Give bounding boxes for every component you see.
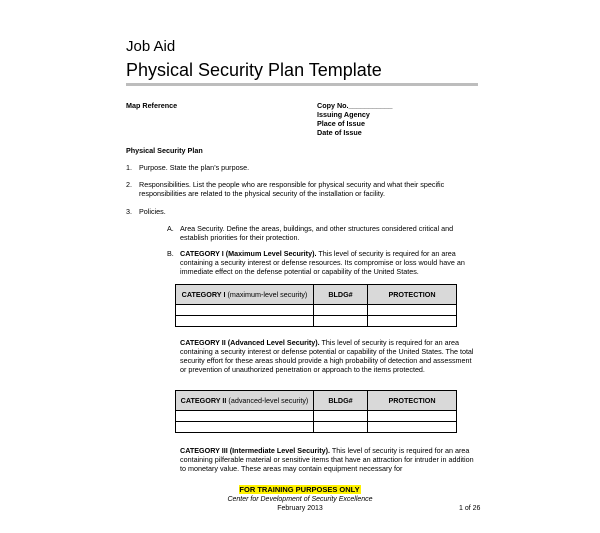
bldg-header-cell: BLDG# <box>314 285 368 305</box>
table-row <box>176 305 457 316</box>
list-item-text: Policies. <box>139 207 166 216</box>
table-row <box>176 411 457 422</box>
table-row <box>176 316 457 327</box>
plan-heading: Physical Security Plan <box>126 146 203 155</box>
category-ii-description: This level of security is required for an area containing a security interest or defense potential or capability of the United States. The total security effort for these areas should provide a high probability of detection and assessment or prevention of unauthorized penetration or approach to the items protected. <box>180 338 474 374</box>
category-iii-lead: CATEGORY III (Intermediate Level Security). <box>180 446 331 455</box>
issue-metadata <box>317 101 393 137</box>
footer-date: February 2013 <box>277 505 323 512</box>
category-i-table <box>175 284 457 327</box>
category-ii-paragraph <box>180 338 478 374</box>
date-of-issue-label: Date of Issue <box>317 128 362 137</box>
footer-organization: Center for Development of Security Excellence <box>227 496 373 503</box>
document-title: Physical Security Plan Template <box>126 60 382 80</box>
list-item-text: Purpose. State the plan’s purpose. <box>139 163 250 172</box>
category-iii-description: This level of security is required for an area containing pilferable material or sensitive items that have an attraction for intruder in addition to monetary value. These areas may contain equipment necessary for <box>180 446 474 473</box>
list-item-number: 3. <box>126 207 132 216</box>
sub-item-text <box>180 249 477 276</box>
category-i-header-cell: CATEGORY I (maximum-level security) <box>176 285 314 305</box>
place-of-issue-label: Place of Issue <box>317 119 365 128</box>
list-item-number: 1. <box>126 163 132 172</box>
sub-item-letter: A. <box>167 224 174 233</box>
job-aid-label: Job Aid <box>126 38 176 55</box>
copy-number-label: Copy No.___________ <box>317 101 393 110</box>
list-item-number: 2. <box>126 180 132 189</box>
training-notice <box>0 485 600 494</box>
category-ii-table <box>175 390 457 433</box>
category-i-description: This level of security is required for an area containing a security interest or defense resources. Its compromise or loss would have an immediate effect on the defense potential or capability of the United States. <box>180 249 465 276</box>
category-iii-paragraph <box>180 446 478 473</box>
training-notice-text: FOR TRAINING PURPOSES ONLY <box>239 485 360 494</box>
list-item-text: Responsibilities. List the people who are responsible for physical security and what their specific responsibilities are related to the physical security of the installation or facility. <box>139 180 445 198</box>
sub-item-letter: B. <box>167 249 174 258</box>
table-row <box>176 422 457 433</box>
category-ii-lead: CATEGORY II (Advanced Level Security). <box>180 338 320 347</box>
bldg-header-cell: BLDG# <box>314 391 368 411</box>
page-number: 1 of 26 <box>459 505 481 512</box>
protection-header-cell: PROTECTION <box>368 391 457 411</box>
issuing-agency-label: Issuing Agency <box>317 110 370 119</box>
map-reference-label: Map Reference <box>126 101 178 110</box>
sub-item-text: Area Security. Define the areas, buildings, and other structures considered critical and establish priorities for their protection. <box>180 224 454 242</box>
category-ii-header-cell: CATEGORY II (advanced-level security) <box>176 391 314 411</box>
protection-header-cell: PROTECTION <box>368 285 457 305</box>
category-i-lead: CATEGORY I (Maximum Level Security). <box>180 249 317 258</box>
title-divider <box>126 83 478 86</box>
